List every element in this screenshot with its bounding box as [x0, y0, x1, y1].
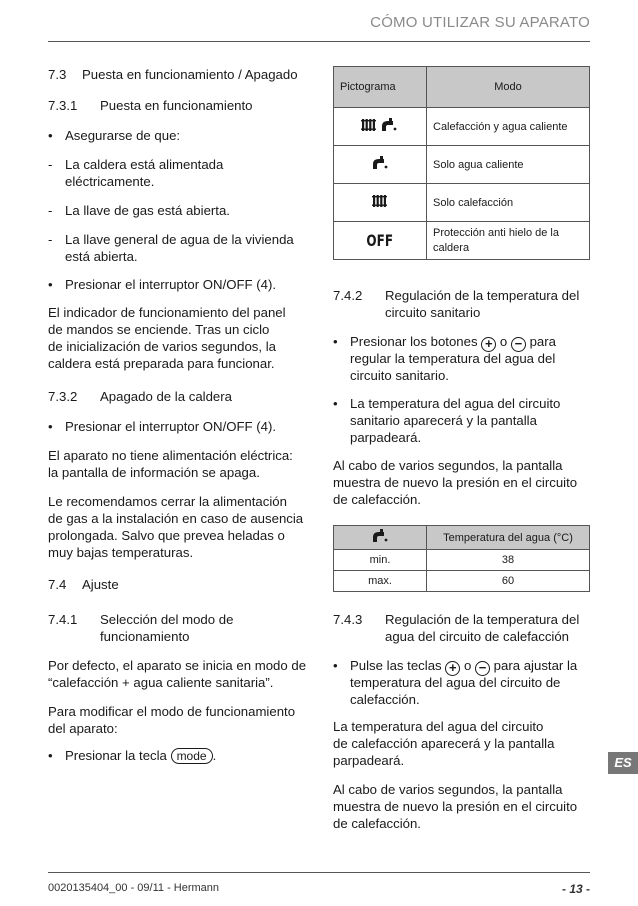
bullet-item: • — [333, 334, 338, 349]
header-rule — [48, 41, 590, 42]
temperature-table — [333, 525, 590, 592]
pictogram-cell — [334, 222, 427, 260]
paragraph-line: muestra de nuevo la presión en el circuito — [333, 475, 578, 490]
pictogram-cell — [334, 184, 427, 222]
pictogram-cell — [334, 146, 427, 184]
bullet-item: • — [48, 277, 53, 292]
language-tab: ES — [608, 752, 638, 774]
bullet-item: • — [48, 128, 53, 143]
bullet-text: parpadeará. — [350, 430, 422, 445]
section-title: agua del circuito de calefacción — [385, 629, 570, 644]
paragraph-line: prolongada. Salvo que prevea heladas o — [48, 528, 285, 543]
minus-key-icon: − — [511, 337, 526, 352]
bullet-item: • — [333, 658, 338, 673]
section-7-4 — [48, 576, 119, 593]
table-row — [334, 108, 590, 146]
section-7-3-1 — [48, 97, 253, 114]
mode-cell — [427, 222, 590, 260]
mode-key: mode — [171, 748, 213, 764]
section-7-3-2 — [48, 388, 232, 405]
plus-key-icon: + — [481, 337, 496, 352]
section-7-4-2 — [333, 287, 580, 304]
paragraph-line: de calefacción aparecerá y la pantalla — [333, 736, 555, 751]
paragraph-line: de calefacción. — [333, 816, 421, 831]
paragraph-line: Al cabo de varios segundos, la pantalla — [333, 782, 563, 797]
bullet-text: Asegurarse de que: — [65, 128, 181, 143]
bullet-text: La temperatura del agua del circuito — [350, 396, 561, 411]
section-number: 7.3 — [48, 67, 67, 82]
bullet-text-part: o — [463, 658, 472, 673]
paragraph-line: de calefacción. — [333, 492, 421, 507]
paragraph-line: “calefacción + agua caliente sanitaria”. — [48, 675, 274, 690]
table-header-cell: Temperatura del agua (°C) — [427, 526, 590, 550]
tap-icon-cell — [334, 526, 427, 550]
paragraph-line: Para modificar el modo de funcionamiento — [48, 704, 296, 719]
mode-cell: Calefacción y agua caliente — [427, 108, 590, 146]
bullet-text: temperatura del agua del circuito de — [350, 675, 561, 690]
bullet-text: Presionar el interruptor ON/OFF (4). — [65, 419, 277, 434]
table-header-row — [334, 67, 590, 108]
paragraph-line: la pantalla de información se apaga. — [48, 465, 260, 480]
table-row — [334, 550, 590, 571]
radiator-tap-icon — [360, 117, 400, 133]
paragraph-line: del aparato: — [48, 721, 118, 736]
bullet-text: calefacción. — [350, 692, 420, 707]
table-row — [334, 146, 590, 184]
plus-key-icon: + — [445, 661, 460, 676]
table-header-cell: Pictograma — [334, 67, 427, 108]
table-cell: max. — [334, 571, 427, 592]
bullet-text-part: o — [499, 334, 508, 349]
dash-text: La caldera está alimentada — [65, 157, 224, 172]
paragraph-line: de mandos se enciende. Tras un ciclo — [48, 322, 270, 337]
dash-text: La llave general de agua de la vivienda — [65, 232, 294, 247]
bullet-item: • — [48, 748, 53, 763]
page-header: CÓMO UTILIZAR SU APARATO — [370, 14, 590, 31]
paragraph-line: La temperatura del agua del circuito — [333, 719, 544, 734]
bullet-text-part: para — [529, 334, 556, 349]
bullet-text: Presionar el interruptor ON/OFF (4). — [65, 277, 277, 292]
bullet-item: • — [48, 419, 53, 434]
tap-icon — [370, 528, 390, 544]
bullet-text-part: . — [212, 748, 217, 763]
section-number: 7.4.1 — [48, 612, 78, 627]
page-number: - 13 - — [561, 882, 590, 896]
paragraph-line: Le recomendamos cerrar la alimentación — [48, 494, 287, 509]
section-number: 7.4.2 — [333, 288, 363, 303]
section-number: 7.3.1 — [48, 98, 78, 113]
off-icon: OFF — [366, 231, 394, 250]
radiator-icon — [371, 193, 389, 209]
mode-table — [333, 66, 590, 260]
minus-key-icon: − — [475, 661, 490, 676]
section-title: Apagado de la caldera — [100, 389, 232, 404]
footer-doc-ref: 0020135404_00 - 09/11 - Hermann — [48, 882, 220, 894]
mode-cell-line: Protección anti hielo de la — [433, 226, 559, 239]
bullet-text-part: Presionar la tecla — [65, 748, 167, 763]
section-number: 7.4 — [48, 577, 67, 592]
dash-item: - — [48, 203, 53, 218]
bullet-text-part: Pulse las teclas — [350, 658, 442, 673]
section-title: Ajuste — [82, 577, 119, 592]
table-row — [334, 184, 590, 222]
section-7-4-1 — [48, 611, 234, 628]
section-number: 7.4.3 — [333, 612, 363, 627]
dash-text: La llave de gas está abierta. — [65, 203, 230, 218]
tap-icon — [370, 155, 390, 171]
bullet-item: • — [333, 396, 338, 411]
section-number: 7.3.2 — [48, 389, 78, 404]
section-7-3 — [48, 66, 298, 83]
paragraph-line: Al cabo de varios segundos, la pantalla — [333, 458, 563, 473]
bullet-text: regular la temperatura del agua del — [350, 351, 556, 366]
bullet-text-part: Presionar los botones — [350, 334, 478, 349]
table-header-cell: Modo — [427, 67, 590, 108]
section-title: Regulación de la temperatura del — [385, 288, 580, 303]
section-title: circuito sanitario — [385, 305, 481, 320]
paragraph-line: muy bajas temperaturas. — [48, 545, 194, 560]
paragraph-line: caldera está preparada para funcionar. — [48, 356, 275, 371]
dash-item: - — [48, 157, 53, 172]
paragraph-line: muestra de nuevo la presión en el circuito — [333, 799, 578, 814]
table-row — [334, 571, 590, 592]
pictogram-cell — [334, 108, 427, 146]
mode-cell-line: caldera — [433, 241, 470, 254]
table-header-row — [334, 526, 590, 550]
section-title: Regulación de la temperatura del — [385, 612, 580, 627]
section-title: Selección del modo de — [100, 612, 234, 627]
paragraph-line: Por defecto, el aparato se inicia en modo de — [48, 658, 307, 673]
table-row — [334, 222, 590, 260]
bullet-text: circuito sanitario. — [350, 368, 449, 383]
section-title: Puesta en funcionamiento / Apagado — [82, 67, 298, 82]
mode-cell: Solo calefacción — [427, 184, 590, 222]
paragraph-line: parpadeará. — [333, 753, 405, 768]
table-cell: 60 — [427, 571, 590, 592]
dash-text: eléctricamente. — [65, 174, 155, 189]
table-cell: 38 — [427, 550, 590, 571]
bullet-text: sanitario aparecerá y la pantalla — [350, 413, 537, 428]
bullet-text-part: para ajustar la — [493, 658, 578, 673]
dash-text: está abierta. — [65, 249, 138, 264]
section-title: Puesta en funcionamiento — [100, 98, 253, 113]
footer-rule — [48, 872, 590, 873]
table-cell: min. — [334, 550, 427, 571]
paragraph-line: El aparato no tiene alimentación eléctrica: — [48, 448, 293, 463]
section-7-4-3 — [333, 611, 580, 628]
paragraph-line: de inicialización de varios segundos, la — [48, 339, 276, 354]
bullet-text — [65, 747, 216, 764]
dash-item: - — [48, 232, 53, 247]
mode-cell: Solo agua caliente — [427, 146, 590, 184]
section-title: funcionamiento — [100, 629, 190, 644]
paragraph-line: de gas a la instalación en caso de ausencia — [48, 511, 304, 526]
paragraph-line: El indicador de funcionamiento del panel — [48, 305, 286, 320]
